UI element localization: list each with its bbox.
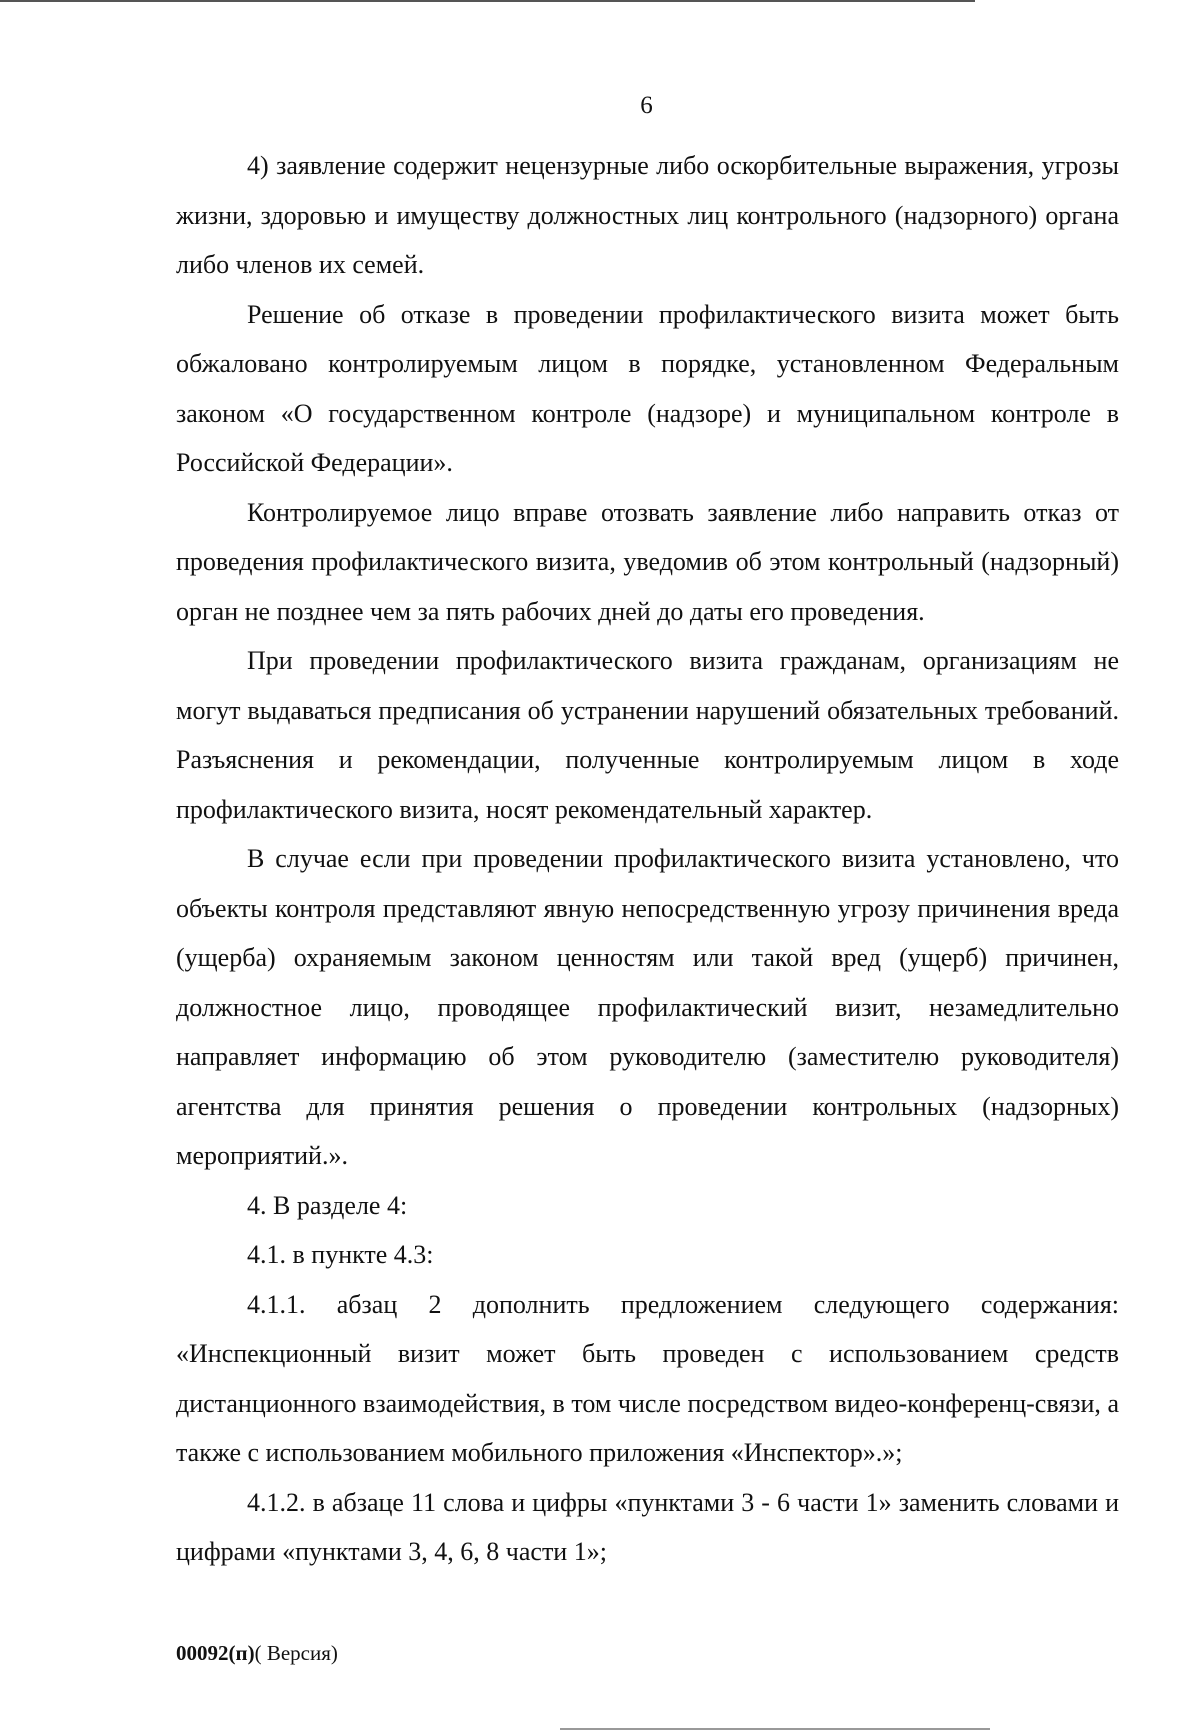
paragraph: Решение об отказе в проведении профилактического визита может быть обжаловано контролируемым лицом в порядке, установленном Федеральным законом «О государственном контроле (надзоре) и муниципальном контроле в Российской Федерации». (176, 299, 1119, 477)
paragraph: В случае если при проведении профилактического визита установлено, что объекты контроля представляют явную непосредственную угрозу причинения вреда (ущерба) охраняемым законом ценностям или такой вред (ущерб) причинен, должностное лицо, проводящее профилактический визит, незамедлительно направляет информацию об этом руководителю (заместителю руководителя) агентства для принятия решения о проведении контрольных (надзорных) мероприятий.». (176, 844, 1119, 1170)
paragraph: При проведении профилактического визита гражданам, организациям не могут выдаваться предписания об устранении нарушений обязательных требований. Разъяснения и рекомендации, полученные контролируемым лицом в ходе профилактического визита, носят рекомендательный характер. (176, 646, 1119, 824)
page-number: 6 (640, 92, 653, 119)
paragraph: 4.1. в пункте 4.3: (247, 1240, 434, 1269)
document-version: ( Версия) (254, 1641, 338, 1665)
scan-edge-bottom (560, 1728, 990, 1730)
scan-edge-top (0, 0, 975, 2)
paragraph: 4) заявление содержит нецензурные либо оскорбительные выражения, угрозы жизни, здоровью и имуществу должностных лиц контрольного (надзорного) органа либо членов их семей. (176, 151, 1119, 279)
paragraph: Контролируемое лицо вправе отозвать заявление либо направить отказ от проведения профилактического визита, уведомив об этом контрольный (надзорный) орган не позднее чем за пять рабочих дней до даты его проведения. (176, 497, 1119, 626)
document-footer (176, 1641, 338, 1666)
document-body (176, 141, 1119, 1577)
paragraph: 4. В разделе 4: (247, 1190, 408, 1220)
document-code: 00092(п) (176, 1641, 255, 1665)
paragraph: 4.1.2. в абзаце 11 слова и цифры «пунктами 3 - 6 части 1» заменить словами и цифрами «пунктами 3, 4, 6, 8 части 1»; (176, 1487, 1119, 1566)
paragraph: 4.1.1. абзац 2 дополнить предложением следующего содержания: «Инспекционный визит может быть проведен с использованием средств дистанционного взаимодействия, в том числе посредством видео-конференц-связи, а также с использованием мобильного приложения «Инспектор».»; (176, 1289, 1119, 1467)
